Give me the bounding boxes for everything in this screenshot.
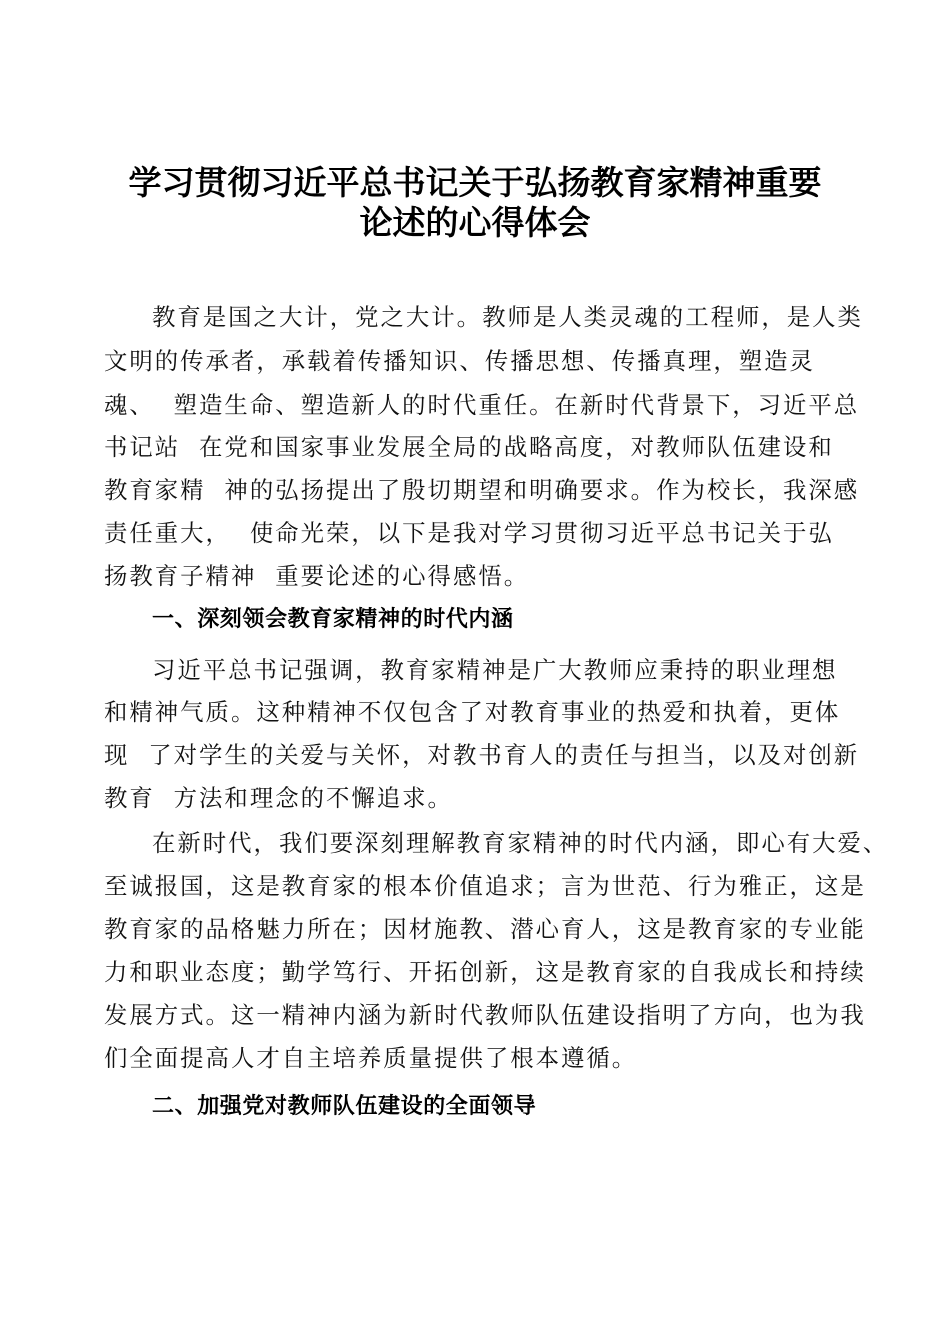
document-title-line-1: 学习贯彻习近平总书记关于弘扬教育家精神重要 [128,163,822,202]
paragraph-1-line: 教育是国之大计，党之大计。教师是人类灵魂的工程师，是人类 [152,303,863,331]
paragraph-3-line: 们全面提高人才自主培养质量提供了根本遵循。 [104,1044,638,1072]
paragraph-2-line: 习近平总书记强调，教育家精神是广大教师应秉持的职业理想 [152,656,838,684]
section-heading-2: 二、加强党对教师队伍建设的全面领导 [152,1094,537,1119]
paragraph-1-line: 扬教育子精神 重要论述的心得感悟。 [104,562,530,590]
paragraph-1-line: 魂、 塑造生命、塑造新人的时代重任。在新时代背景下，习近平总 [104,391,860,419]
section-heading-1: 一、深刻领会教育家精神的时代内涵 [152,607,514,632]
paragraph-1-line: 教育家精 神的弘扬提出了殷切期望和明确要求。作为校长，我深感 [104,476,860,504]
paragraph-1-line: 文明的传承者，承载着传播知识、传播思想、传播真理，塑造灵 [104,347,815,375]
paragraph-1-line: 书记站 在党和国家事业发展全局的战略高度，对教师队伍建设和 [104,433,834,461]
paragraph-2-line: 和精神气质。这种精神不仅包含了对教育事业的热爱和执着，更体 [104,698,841,726]
paragraph-3-line: 发展方式。这一精神内涵为新时代教师队伍建设指明了方向，也为我 [104,1001,866,1029]
document-title-line-2: 论述的心得体会 [359,203,591,242]
paragraph-1-line: 责任重大， 使命光荣，以下是我对学习贯彻习近平总书记关于弘 [104,519,834,547]
paragraph-3-line: 力和职业态度；勤学笃行、开拓创新，这是教育家的自我成长和持续 [104,958,866,986]
paragraph-2-line: 教育 方法和理念的不懈追求。 [104,784,453,812]
paragraph-3-line: 在新时代，我们要深刻理解教育家精神的时代内涵，即心有大爱、 [152,829,889,857]
paragraph-3-line: 教育家的品格魅力所在；因材施教、潜心育人，这是教育家的专业能 [104,915,866,943]
paragraph-2-line: 现 了对学生的关爱与关怀，对教书育人的责任与担当，以及对创新 [104,741,860,769]
paragraph-3-line: 至诚报国，这是教育家的根本价值追求；言为世范、行为雅正，这是 [104,872,866,900]
